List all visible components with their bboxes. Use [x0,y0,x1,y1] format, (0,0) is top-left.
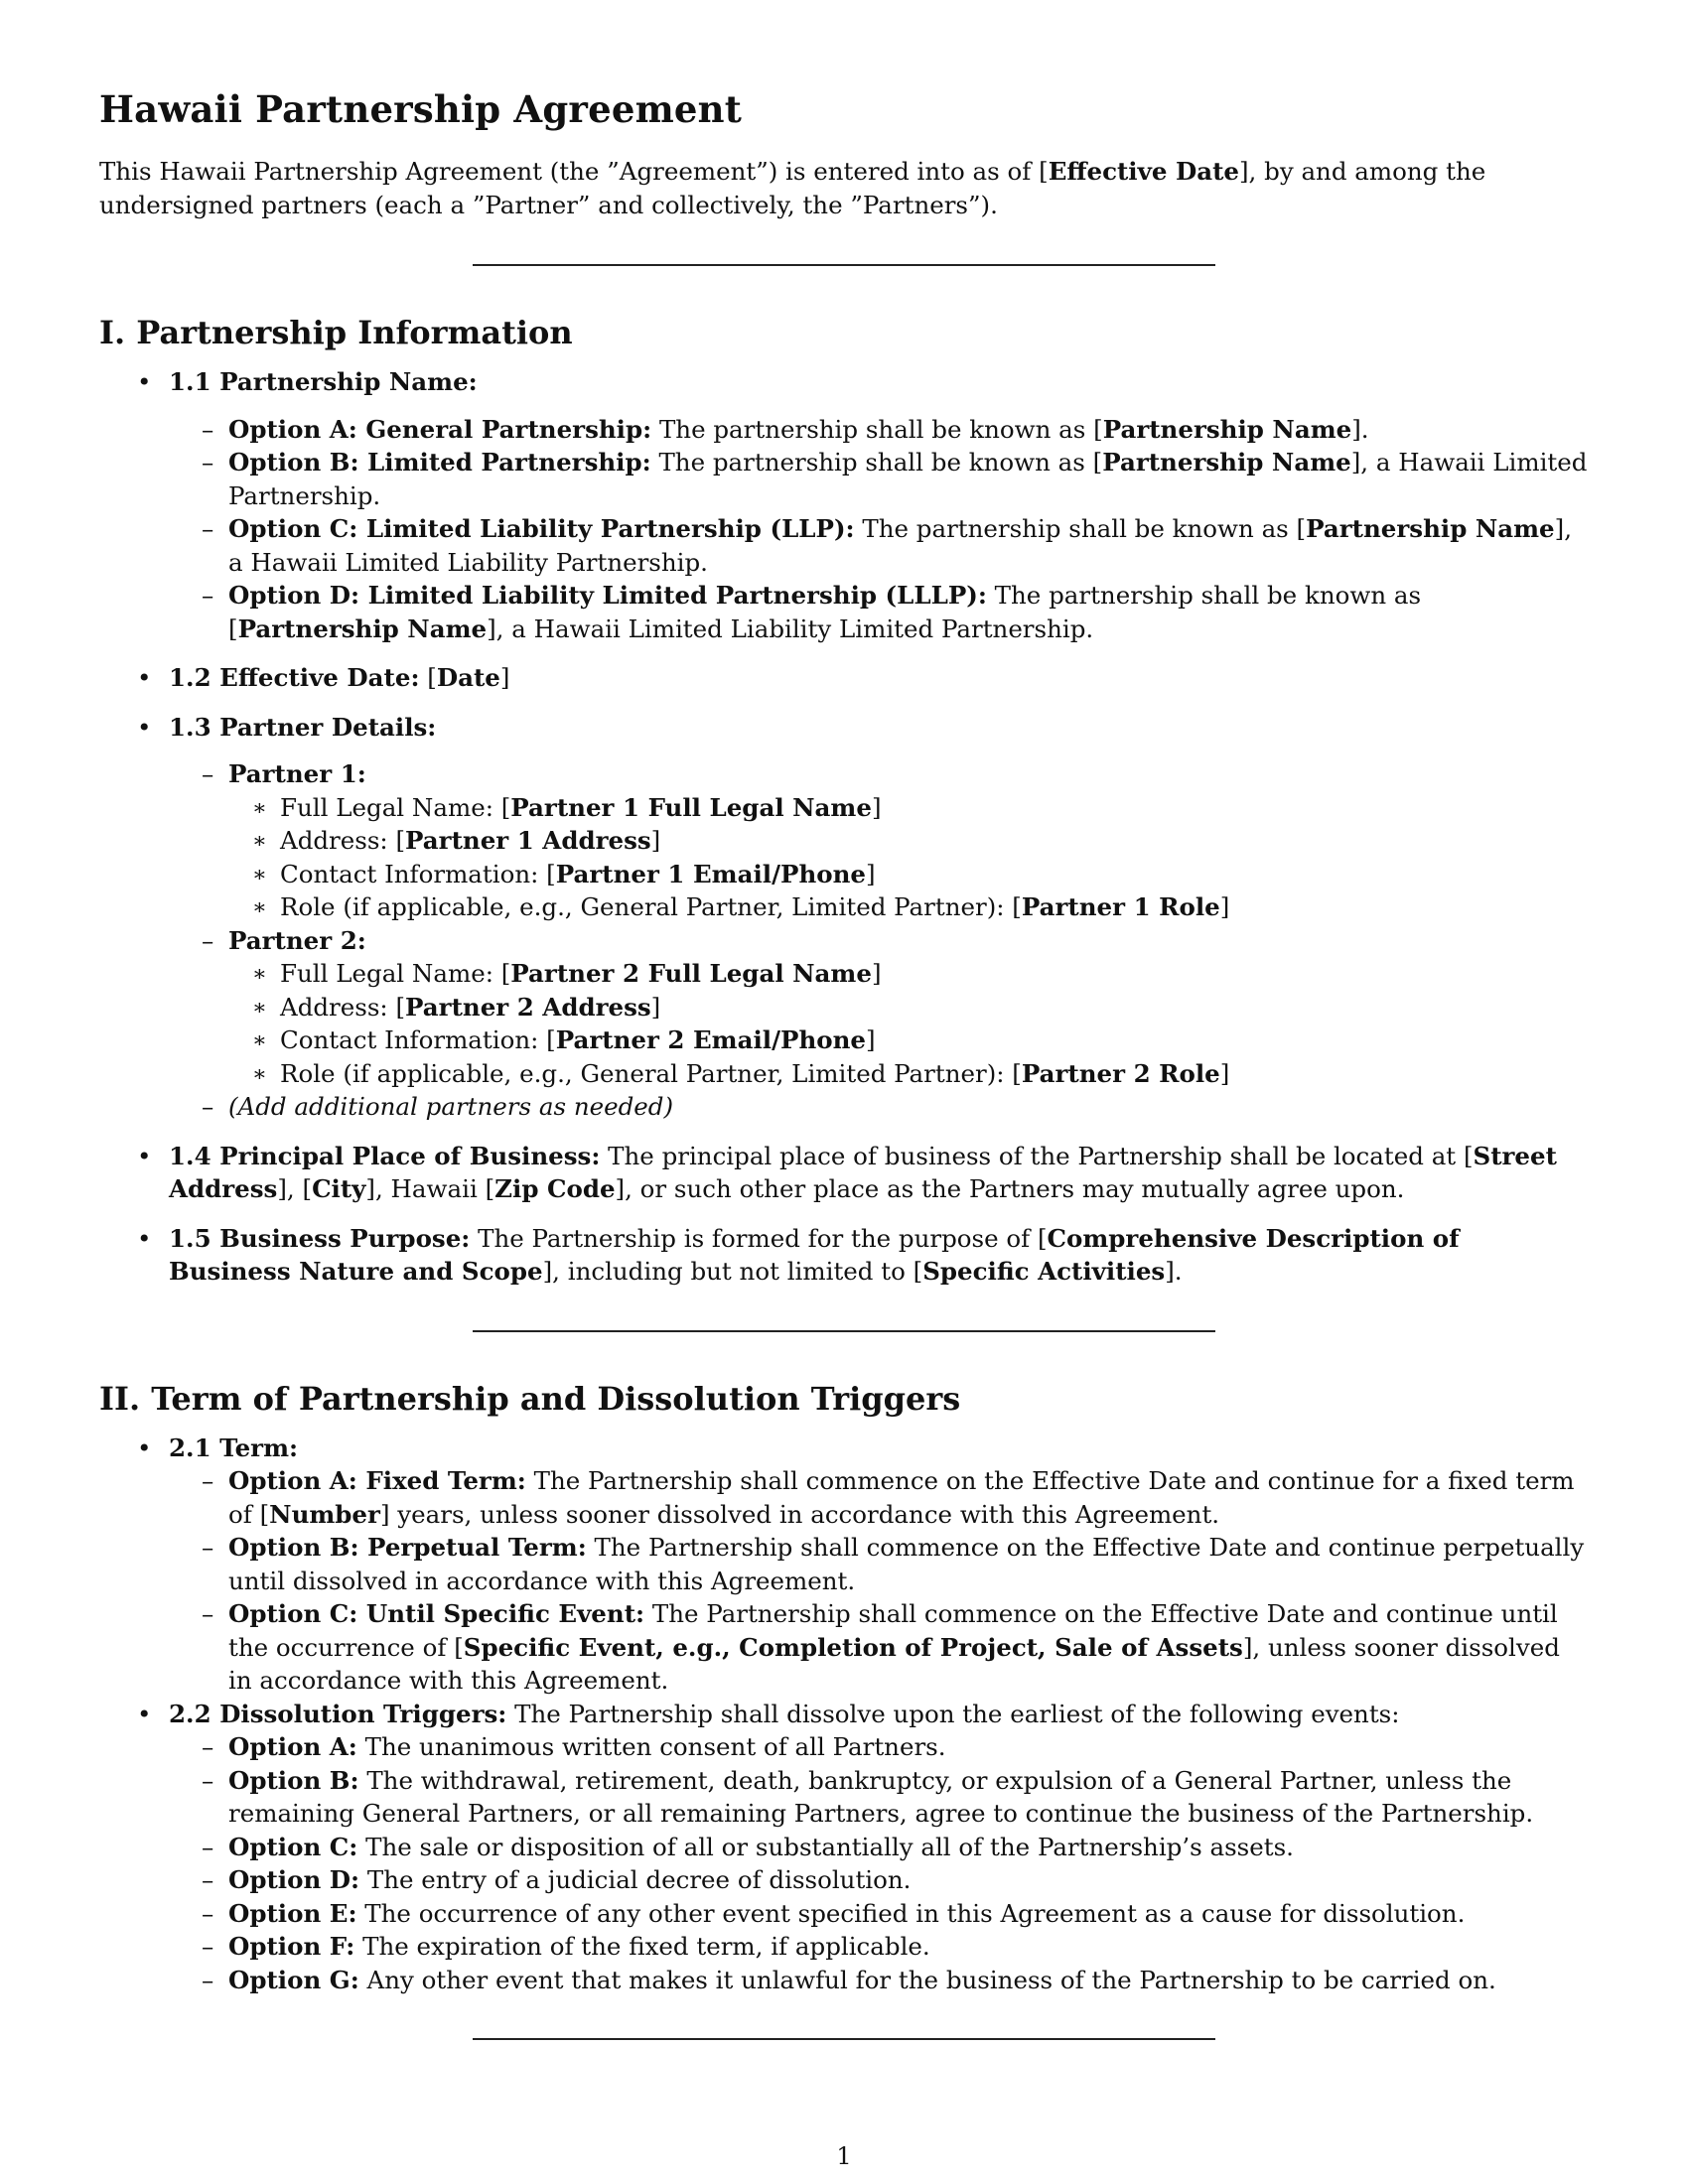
intro-paragraph [99,155,1589,222]
field-text: ] [1219,1058,1230,1088]
option-label: Option F: [228,1932,355,1961]
option-label: Option A: Fixed Term: [228,1466,526,1495]
option-label: Option B: [228,1765,359,1795]
partner-more [169,1090,1589,1124]
option-label: Option C: [228,1832,358,1861]
section-heading: I. Partnership Information [99,314,573,351]
option-text: The partnership shall be known as [ [854,514,1307,543]
item-label: 1.1 Partnership Name: [169,367,478,396]
field-label: Role (if applicable, e.g., General Partner, Limited Partner): [ [280,892,1022,921]
placeholder-field: Comprehensive Description of Business Nature and Scope [169,1223,1460,1286]
field-text: ] [866,1025,876,1054]
item-principal-place [99,1140,1589,1206]
option-text: The withdrawal, retirement, death, bankruptcy, or expulsion of a General Partner, unless the remaining General Partners, or all remaining Partners, agree to continue the business of the Partnership. [228,1765,1534,1828]
item-partnership-name [99,365,1589,645]
option-text: ], a Hawaii Limited Liability Partnership. [228,514,1572,577]
document-title: Hawaii Partnership Agreement [99,87,743,131]
field-text: ] [1219,892,1230,921]
option-text: The partnership shall be known as [ [650,448,1103,477]
option-c [169,1831,1589,1864]
option-text: The Partnership shall commence on the Effective Date and continue for a fixed term of [ [228,1466,1575,1529]
section-divider [473,2038,1215,2040]
option-a [169,1730,1589,1764]
item-label: 1.3 Partner Details: [169,712,437,742]
option-label: Option E: [228,1898,357,1928]
item-term [99,1432,1589,1698]
item-text: [ [419,663,437,692]
section-partnership-information [99,314,1589,1289]
field-label: Role (if applicable, e.g., General Partner, Limited Partner): [ [280,1058,1022,1088]
option-list [169,1464,1589,1698]
page-number: 1 [836,2142,852,2170]
option-text: The partnership shall be known as [ [228,581,1422,643]
option-d [169,1863,1589,1897]
field-text: ] [650,992,661,1022]
placeholder-field: Partner 1 Email/Phone [555,859,867,888]
placeholder-field: Zip Code [494,1174,616,1203]
option-d [169,579,1589,645]
partner-field-name [228,957,1589,991]
placeholder-field: Street Address [169,1141,1557,1203]
item-text: The Partnership is formed for the purpose of [ [470,1223,1048,1253]
option-g [169,1964,1589,1997]
option-list [169,1730,1589,1996]
item-text: ], including but not limited to [ [542,1257,923,1286]
partner-1 [169,757,1589,924]
option-text: The partnership shall be known as [ [651,414,1103,444]
field-text: ] [650,826,661,855]
item-effective-date [99,661,1589,695]
placeholder-field: Partner 2 Email/Phone [555,1025,867,1054]
section-list [99,365,1589,1289]
option-label: Option A: General Partnership: [228,414,652,444]
item-text: ]. [1165,1257,1183,1286]
partner-field-role [228,1057,1589,1091]
add-partners-note: (Add additional partners as needed) [228,1092,674,1121]
item-label: 2.2 Dissolution Triggers: [169,1699,507,1728]
partner-list [169,757,1589,1124]
section-divider [473,1330,1215,1332]
placeholder-field: Partnership Name [1102,414,1352,444]
section-divider [473,264,1215,266]
option-label: Option B: Perpetual Term: [228,1533,587,1562]
option-label: Option C: Limited Liability Partnership (LLP): [228,514,855,543]
item-label: 1.5 Business Purpose: [169,1223,471,1253]
partner-field-role [228,890,1589,924]
field-label: Address: [ [280,826,406,855]
field-label: Full Legal Name: [ [280,959,511,988]
placeholder-field: Partner 1 Full Legal Name [510,792,872,822]
option-label: Option A: [228,1732,357,1761]
partner-label: Partner 1: [228,759,366,788]
item-text: ], or such other place as the Partners may mutually agree upon. [615,1174,1405,1203]
item-label: 1.4 Principal Place of Business: [169,1141,601,1170]
option-text: The Partnership shall commence on the Effective Date and continue until the occurrence of [ [228,1599,1558,1662]
item-partner-details [99,711,1589,1124]
field-label: Full Legal Name: [ [280,792,511,822]
section-heading: II. Term of Partnership and Dissolution Triggers [99,1379,961,1418]
partner-field-contact [228,1024,1589,1057]
placeholder-field: Partner 2 Address [405,992,651,1022]
intro-effective-date: Effective Date [1048,157,1239,186]
item-business-purpose [99,1222,1589,1289]
option-text: The occurrence of any other event specified in this Agreement as a cause for dissolution. [356,1898,1466,1928]
partner-field-address [228,991,1589,1024]
option-label: Option D: [228,1865,360,1894]
field-label: Address: [ [280,992,406,1022]
option-a [169,1464,1589,1531]
placeholder-field: City [312,1174,366,1203]
partner-field-address [228,824,1589,858]
item-text: The principal place of business of the Partnership shall be located at [ [600,1141,1474,1170]
item-text: ], Hawaii [ [365,1174,495,1203]
option-label: Option C: Until Specific Event: [228,1599,645,1628]
option-list [169,413,1589,646]
partner-label: Partner 2: [228,925,366,955]
option-text: ], a Hawaii Limited Liability Limited Partnership. [487,614,1094,643]
option-text: The sale or disposition of all or substantially all of the Partnership’s assets. [357,1832,1294,1861]
option-text: The Partnership shall commence on the Effective Date and continue perpetually until dissolved in accordance with this Agreement. [228,1533,1585,1595]
item-label: 1.2 Effective Date: [169,663,420,692]
option-label: Option D: Limited Liability Limited Partnership (LLLP): [228,581,987,610]
option-text: The entry of a judicial decree of dissolution. [359,1865,912,1894]
item-text: The Partnership shall dissolve upon the earliest of the following events: [506,1699,1400,1728]
item-label: 2.1 Term: [169,1433,299,1462]
partner-field-contact [228,858,1589,891]
option-label: Option G: [228,1965,359,1994]
placeholder-field: Partnership Name [237,614,488,643]
placeholder-field: Partner 1 Role [1021,892,1220,921]
section-term-dissolution [99,1380,1589,1997]
placeholder-field: Partner 2 Full Legal Name [510,959,872,988]
option-f [169,1930,1589,1964]
intro-text-end: ], by and among the undersigned partners (each a ”Partner” and collectively, the ”Partners”). [99,157,1486,219]
option-text: ], a Hawaii Limited Partnership. [228,448,1588,510]
option-text: ]. [1351,414,1369,444]
placeholder-field: Date [436,663,500,692]
option-b [169,1531,1589,1597]
item-text: ] [499,663,510,692]
partner-fields [228,791,1589,924]
field-text: ] [871,959,882,988]
item-text: ], [ [277,1174,313,1203]
option-b [169,446,1589,512]
placeholder-field: Specific Activities [922,1257,1166,1286]
option-c [169,512,1589,579]
option-c [169,1597,1589,1698]
item-dissolution-triggers [99,1698,1589,1997]
field-label: Contact Information: [ [280,1025,556,1054]
placeholder-field: Partnership Name [1306,514,1555,543]
placeholder-field: Partner 2 Role [1021,1058,1220,1088]
document-page [99,87,1589,2040]
option-label: Option B: Limited Partnership: [228,448,651,477]
placeholder-field: Specific Event, e.g., Completion of Project, Sale of Assets [463,1632,1243,1662]
option-text: Any other event that makes it unlawful for the business of the Partnership to be carried on. [358,1965,1496,1994]
option-e [169,1897,1589,1931]
option-b [169,1764,1589,1831]
placeholder-field: Number [269,1499,380,1529]
field-text: ] [871,792,882,822]
partner-field-name [228,791,1589,825]
option-a [169,413,1589,447]
field-text: ] [866,859,876,888]
option-text: ] years, unless sooner dissolved in accordance with this Agreement. [379,1499,1220,1529]
option-text: The expiration of the fixed term, if applicable. [354,1932,930,1961]
placeholder-field: Partnership Name [1102,448,1351,477]
partner-fields [228,957,1589,1090]
option-text: ], unless sooner dissolved in accordance with this Agreement. [228,1632,1560,1695]
option-text: The unanimous written consent of all Partners. [356,1732,946,1761]
partner-2 [169,924,1589,1091]
intro-text: This Hawaii Partnership Agreement (the ”Agreement”) is entered into as of [ [99,157,1049,186]
placeholder-field: Partner 1 Address [405,826,651,855]
field-label: Contact Information: [ [280,859,556,888]
section-list [99,1432,1589,1997]
